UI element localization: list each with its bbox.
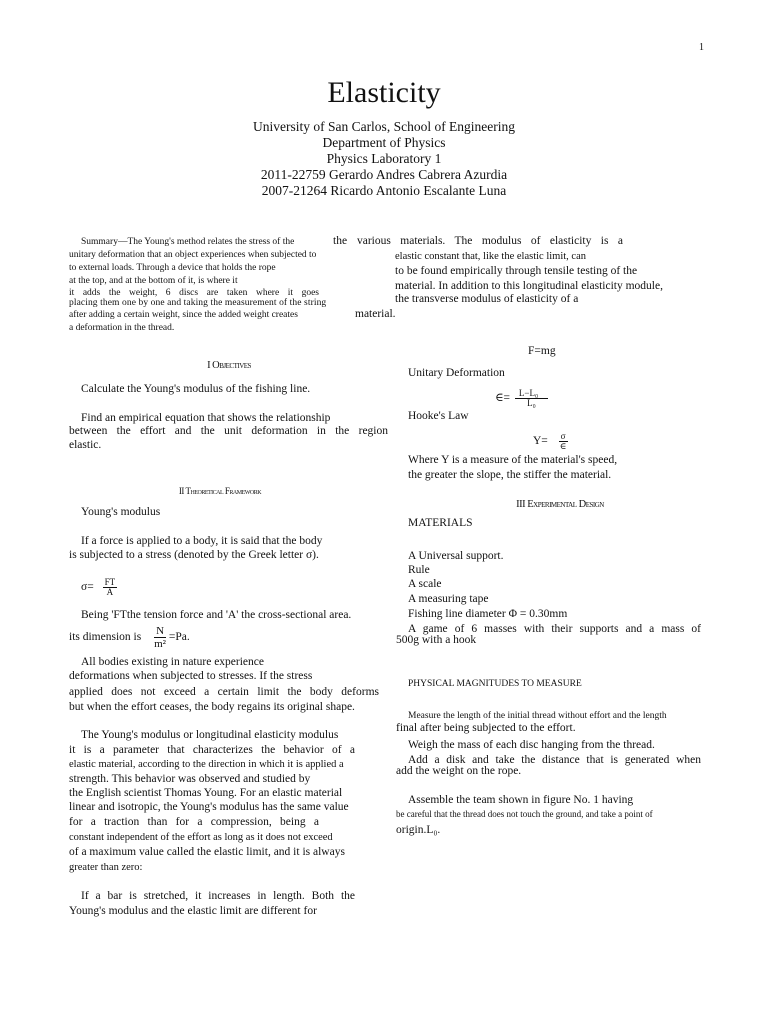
- paragraph-young: The Young's modulus or longitudinal elasticity modulus: [81, 729, 339, 741]
- dimension-denominator: m²: [154, 638, 166, 650]
- paragraph-young: it is a parameter that characterizes the behavior of a: [69, 744, 355, 756]
- summary-line: to external loads. Through a device that holds the rope: [69, 263, 276, 273]
- equation-lhs: Y=: [533, 435, 548, 448]
- paragraph-young: constant independent of the effort as long as it does not exceed: [69, 832, 333, 843]
- paragraph-young: for a traction than for a compression, being a: [69, 816, 319, 828]
- author-1: 2011-22759 Gerardo Andres Cabrera Azurdia: [260, 167, 508, 182]
- equation-numerator: FT: [104, 577, 116, 587]
- affiliation-department: Department of Physics: [322, 135, 446, 150]
- paragraph-bodies: applied does not exceed a certain limit the body deforms: [69, 686, 379, 698]
- magnitude-item: be careful that the thread does not touch the ground, and take a point of: [396, 809, 653, 819]
- page-title: Elasticity: [327, 76, 441, 109]
- paragraph-bodies: but when the effort ceases, the body regains its original shape.: [69, 701, 355, 713]
- equation-stress: [81, 578, 117, 597]
- paragraph-young: greater than zero:: [69, 862, 143, 873]
- paragraph-continued: various materials. The modulus of elasticity is a: [357, 235, 623, 247]
- objective-2: between the effort and the unit deformation in the region: [69, 425, 388, 437]
- subheading-physical-magnitudes: PHYSICAL MAGNITUDES TO MEASURE: [408, 679, 582, 689]
- paragraph-young: the English scientist Thomas Young. For an elastic material: [69, 787, 343, 799]
- magnitude-item: Assemble the team shown in figure No. 1 having: [408, 794, 634, 806]
- label-hookes-law: Hooke's Law: [408, 410, 469, 422]
- summary-tail: material.: [355, 308, 396, 320]
- paragraph-young: of a maximum value called the elastic limit, and it is always: [69, 846, 345, 858]
- equation-denominator: L₀: [527, 398, 536, 408]
- material-item: A scale: [408, 578, 442, 590]
- equation-numerator: L−L₀: [515, 389, 548, 399]
- summary-line: placing them one by one and taking the measurement of the string: [69, 298, 327, 308]
- section-heading-design: III Experimental Design: [516, 499, 604, 510]
- paragraph-continued: elastic constant that, like the elastic limit, can: [395, 251, 586, 262]
- paragraph-young: strength. This behavior was observed and studied by: [69, 773, 311, 785]
- author-2: 2007-21264 Ricardo Antonio Escalante Luna: [261, 183, 507, 198]
- summary-line: a deformation in the thread.: [69, 323, 175, 333]
- label-unitary-deformation: Unitary Deformation: [408, 367, 505, 379]
- paragraph-bar: If a bar is stretched, it increases in length. Both the: [81, 890, 355, 902]
- paragraph-young: linear and isotropic, the Young's modulus has the same value: [69, 801, 349, 813]
- paragraph-continued: the transverse modulus of elasticity of a: [395, 293, 579, 305]
- magnitude-item: Weigh the mass of each disc hanging from the thread.: [408, 739, 655, 751]
- dimension-numerator: N: [156, 625, 165, 637]
- summary-line: at the top, and at the bottom of it, is where it: [69, 276, 238, 286]
- summary-line: unitary deformation that an object experiences when subjected to: [69, 250, 317, 260]
- objective-1: Calculate the Young's modulus of the fishing line.: [81, 383, 311, 395]
- magnitude-item: final after being subjected to the effort.: [396, 722, 576, 734]
- paragraph-force: is subjected to a stress (denoted by the Greek letter σ).: [69, 549, 319, 561]
- material-item: A Universal support.: [408, 550, 504, 562]
- equation-dimension: [69, 625, 190, 650]
- material-item: 500g with a hook: [396, 634, 477, 646]
- equation-denominator: A: [106, 587, 114, 597]
- equation-denominator: ∈: [559, 441, 567, 451]
- equation-lhs: σ=: [81, 581, 94, 594]
- summary-tail: the: [333, 235, 348, 247]
- equation-young: [533, 432, 568, 451]
- subheading-materials: MATERIALS: [408, 517, 473, 529]
- paragraph-force: If a force is applied to a body, it is said that the body: [81, 535, 323, 547]
- affiliation-lab: Physics Laboratory 1: [326, 151, 442, 166]
- dimension-result: =Pa.: [168, 631, 190, 644]
- equation-lhs: ∈=: [495, 392, 510, 405]
- paragraph-where: Where Y is a measure of the material's speed,: [408, 454, 618, 466]
- paragraph-where: the greater the slope, the stiffer the material.: [408, 469, 612, 481]
- subheading-youngs-modulus: Young's modulus: [81, 506, 161, 518]
- paragraph-continued: to be found empirically through tensile testing of the: [395, 265, 638, 277]
- magnitude-item: add the weight on the rope.: [396, 765, 522, 777]
- paragraph-being: Being 'FTthe tension force and 'A' the cross-sectional area.: [81, 609, 352, 621]
- affiliation-university: University of San Carlos, School of Engineering: [252, 119, 516, 134]
- paragraph-bodies: All bodies existing in nature experience: [81, 656, 264, 668]
- equation-strain: [495, 389, 548, 408]
- paragraph-bodies: deformations when subjected to stresses. If the stress: [69, 670, 313, 682]
- material-item: Fishing line diameter Φ = 0.30mm: [408, 608, 568, 620]
- equation-numerator: σ: [560, 431, 566, 441]
- objective-2: Find an empirical equation that shows the relationship: [81, 412, 331, 424]
- summary-line: Summary—The Young's method relates the stress of the: [81, 237, 295, 247]
- dimension-text: its dimension is: [69, 631, 142, 644]
- magnitude-item: origin.L₀.: [396, 824, 441, 836]
- section-heading-theory: II Theoretical Framework: [178, 486, 262, 496]
- material-item: Rule: [408, 564, 430, 576]
- paragraph-bar: Young's modulus and the elastic limit are different for: [69, 905, 317, 917]
- summary-line: it adds the weight, 6 discs are taken where it goes: [69, 288, 319, 298]
- material-item: A measuring tape: [408, 593, 489, 605]
- material-item: A game of 6 masses with their supports and a mass of: [408, 623, 701, 635]
- magnitude-item: Add a disk and take the distance that is generated when: [408, 754, 701, 766]
- objective-2: elastic.: [69, 439, 102, 451]
- equation-force: F=mg: [528, 345, 556, 357]
- paragraph-continued: material. In addition to this longitudinal elasticity module,: [395, 280, 663, 292]
- summary-line: after adding a certain weight, since the added weight creates: [69, 310, 298, 320]
- page-number: 1: [699, 42, 704, 53]
- magnitude-item: Measure the length of the initial thread without effort and the length: [408, 711, 667, 721]
- section-heading-objectives: I Objectives: [207, 360, 251, 371]
- paragraph-young: elastic material, according to the direction in which it is applied a: [69, 759, 344, 770]
